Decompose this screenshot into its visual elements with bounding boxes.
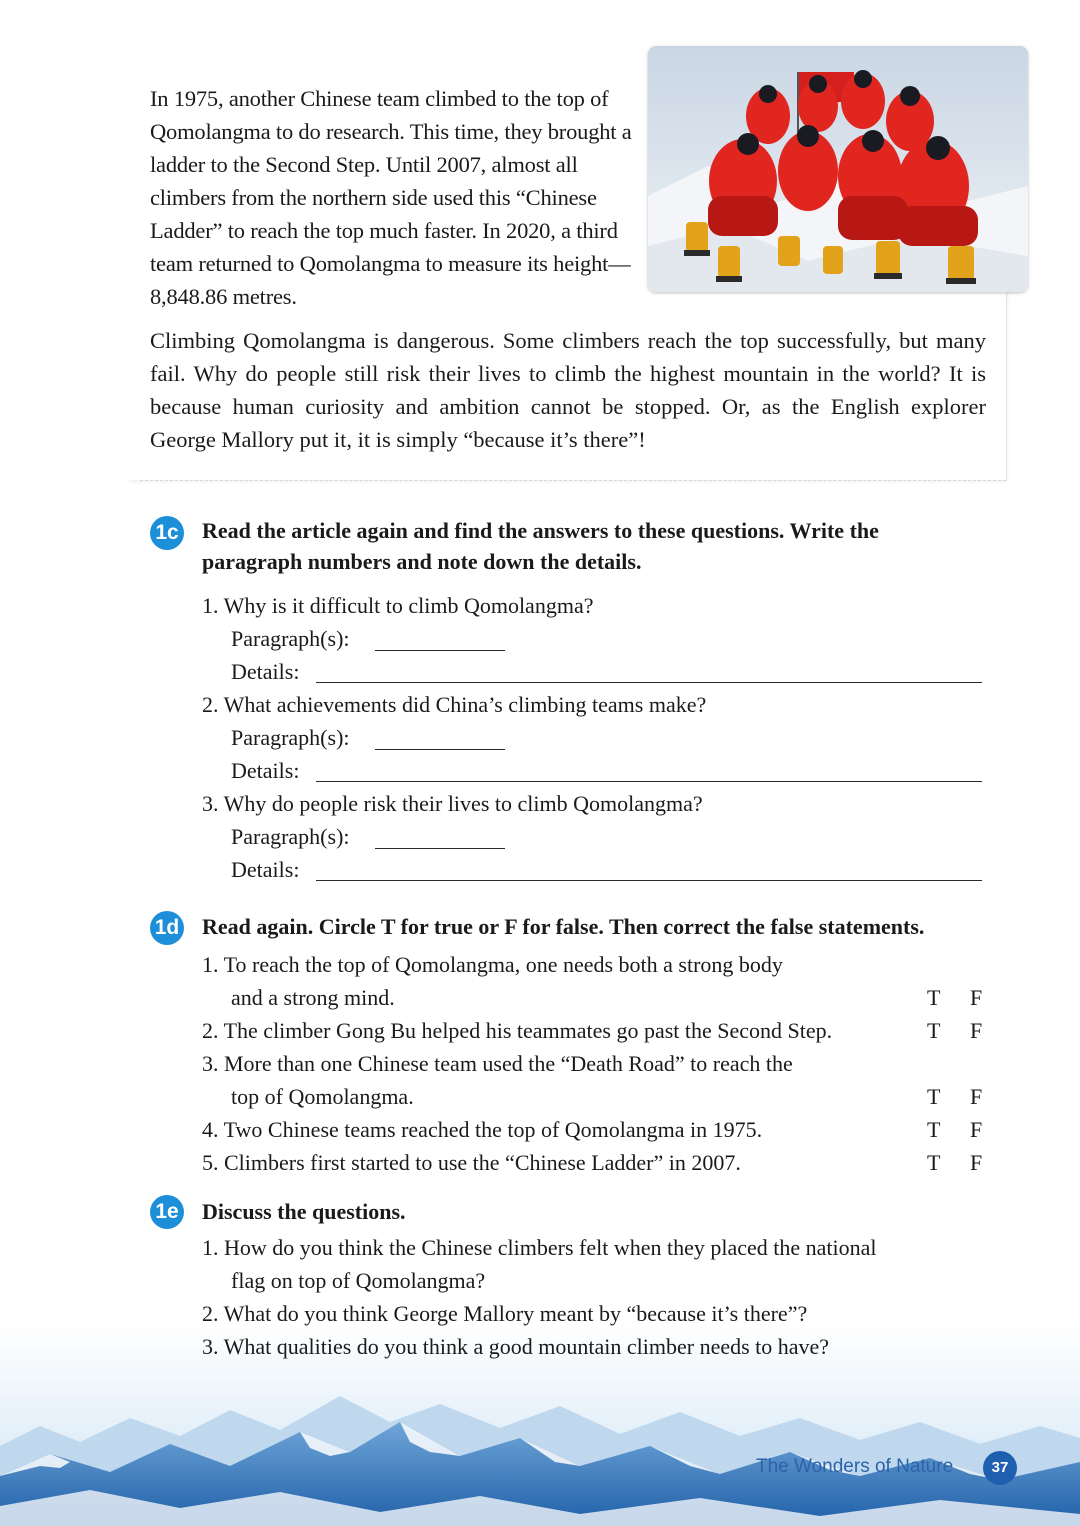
- statement-1-line-1: 1. To reach the top of Qomolangma, one needs both a strong body: [202, 952, 783, 977]
- statement-1-line-2: and a strong mind.: [231, 985, 395, 1010]
- false-option[interactable]: F: [970, 1018, 983, 1043]
- true-option[interactable]: T: [927, 1117, 941, 1142]
- paragraph-answer-blank[interactable]: [375, 749, 505, 750]
- exercise-1c-instruction-line-1: Read the article again and find the answers to these questions. Write the: [202, 518, 879, 543]
- true-option[interactable]: T: [927, 985, 941, 1010]
- paragraph-answer-blank[interactable]: [375, 848, 505, 849]
- false-option[interactable]: F: [970, 1084, 983, 1109]
- unit-title: The Wonders of Nature: [756, 1456, 954, 1477]
- true-false-choice[interactable]: [927, 1016, 1013, 1046]
- discussion-question-1-line-2: flag on top of Qomolangma?: [231, 1268, 486, 1293]
- statement-4: 4. Two Chinese teams reached the top of Qomolangma in 1975.: [202, 1117, 763, 1142]
- question-1c-3: 3. Why do people risk their lives to climb Qomolangma?: [202, 791, 703, 816]
- exercise-1d-instruction: Read again. Circle T for true or F for false. Then correct the false statements.: [202, 914, 925, 939]
- article-paragraph-1: In 1975, another Chinese team climbed to the top of Qomolangma to do research. This time, they brought a ladder to the Second Step. Until 2007, almost all climbers from the northern side used this “Chinese Ladder” to reach the top much faster. In 2020, a third team returned to Qomolangma to measure its height—8,848.86 metres.: [150, 86, 632, 309]
- statement-3-line-2: top of Qomolangma.: [231, 1084, 414, 1109]
- discussion-question-2: 2. What do you think George Mallory meant by “because it’s there”?: [202, 1301, 808, 1326]
- details-answer-blank[interactable]: [316, 880, 982, 881]
- statement-2: 2. The climber Gong Bu helped his teammates go past the Second Step.: [202, 1018, 833, 1043]
- true-false-choice[interactable]: [927, 1148, 1013, 1178]
- page-number: 37: [983, 1451, 1017, 1485]
- true-false-choice[interactable]: [927, 983, 1013, 1013]
- paragraph-label: Paragraph(s):: [231, 824, 350, 849]
- details-answer-blank[interactable]: [316, 682, 982, 683]
- false-option[interactable]: F: [970, 1117, 983, 1142]
- question-1c-2: 2. What achievements did China’s climbing teams make?: [202, 692, 707, 717]
- exercise-badge-1e: 1e: [150, 1195, 184, 1229]
- exercise-badge-1c: 1c: [150, 516, 184, 550]
- true-option[interactable]: T: [927, 1150, 941, 1175]
- details-label: Details:: [231, 857, 300, 882]
- statement-3-line-1: 3. More than one Chinese team used the “Death Road” to reach the: [202, 1051, 793, 1076]
- discussion-question-3: 3. What qualities do you think a good mountain climber needs to have?: [202, 1334, 830, 1359]
- false-option[interactable]: F: [970, 1150, 983, 1175]
- climbers-photo: [648, 46, 1028, 292]
- true-option[interactable]: T: [927, 1084, 941, 1109]
- paragraph-answer-blank[interactable]: [375, 650, 505, 651]
- false-option[interactable]: F: [970, 985, 983, 1010]
- true-false-choice[interactable]: [927, 1082, 1013, 1112]
- details-answer-blank[interactable]: [316, 781, 982, 782]
- statement-5: 5. Climbers first started to use the “Chinese Ladder” in 2007.: [202, 1150, 741, 1175]
- paragraph-label: Paragraph(s):: [231, 725, 350, 750]
- true-false-choice[interactable]: [927, 1115, 1013, 1145]
- details-label: Details:: [231, 659, 300, 684]
- paragraph-label: Paragraph(s):: [231, 626, 350, 651]
- climbers-photo-illustration: [648, 46, 1028, 292]
- exercise-1c-instruction-line-2: paragraph numbers and note down the details.: [202, 549, 642, 574]
- article-paragraph-2: Climbing Qomolangma is dangerous. Some climbers reach the top successfully, but many fail. Why do people still risk their lives to climb the highest mountain in the world? It is because human curiosity and ambition cannot be stopped. Or, as the English explorer George Mallory put it, it is simply “because it’s there”!: [150, 328, 986, 452]
- exercise-badge-1d: 1d: [150, 911, 184, 945]
- true-option[interactable]: T: [927, 1018, 941, 1043]
- divider: [140, 480, 1006, 481]
- question-1c-1: 1. Why is it difficult to climb Qomolangma?: [202, 593, 594, 618]
- details-label: Details:: [231, 758, 300, 783]
- discussion-question-1-line-1: 1. How do you think the Chinese climbers felt when they placed the national: [202, 1235, 877, 1260]
- exercise-1e-instruction: Discuss the questions.: [202, 1199, 406, 1224]
